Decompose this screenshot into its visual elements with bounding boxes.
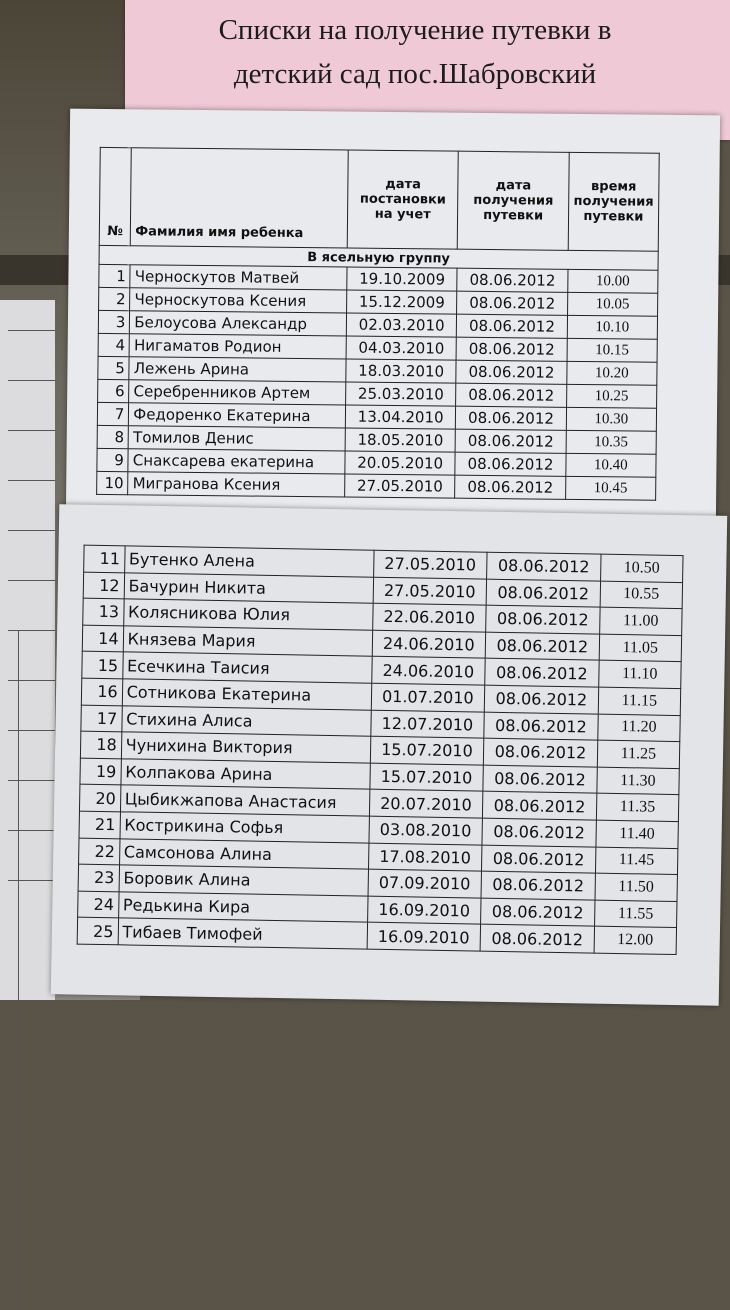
issue-date: 08.06.2012 xyxy=(483,765,597,794)
issue-date: 08.06.2012 xyxy=(482,845,596,874)
sheet-rule-line xyxy=(8,780,55,781)
header-num: № xyxy=(99,147,131,245)
sheet-rule-line xyxy=(8,830,55,831)
registration-date: 27.05.2010 xyxy=(373,577,487,606)
issue-date: 08.06.2012 xyxy=(455,475,566,499)
issue-time: 10.40 xyxy=(566,453,656,477)
child-name: Цыбикжапова Анастасия xyxy=(120,785,369,816)
issue-date: 08.06.2012 xyxy=(481,898,595,927)
registration-date: 16.09.2010 xyxy=(367,922,481,951)
list-sheet-1 xyxy=(66,109,720,526)
child-name: Федоренко Екатерина xyxy=(129,403,346,428)
registration-date: 22.06.2010 xyxy=(372,603,486,632)
child-name: Снаксарева екатерина xyxy=(128,449,345,474)
child-name: Тибаев Тимофей xyxy=(118,918,367,949)
header-date-issued: дата получения путевки xyxy=(458,151,569,250)
page-title xyxy=(165,8,665,96)
issue-date: 08.06.2012 xyxy=(483,738,597,767)
issue-time: 11.40 xyxy=(596,820,679,848)
row-number: 16 xyxy=(81,678,122,705)
registration-date: 15.12.2009 xyxy=(347,290,458,314)
row-number: 9 xyxy=(97,448,129,471)
issue-time: 11.45 xyxy=(595,847,678,875)
row-number: 11 xyxy=(84,545,125,572)
sheet-rule-line xyxy=(8,380,55,381)
row-number: 22 xyxy=(79,838,120,865)
row-number: 7 xyxy=(97,402,129,425)
issue-time: 10.05 xyxy=(567,292,657,316)
issue-time: 10.50 xyxy=(600,554,683,582)
row-number: 18 xyxy=(80,731,121,758)
row-number: 5 xyxy=(98,356,130,379)
registration-date: 17.08.2010 xyxy=(368,843,482,872)
child-name: Серебренников Артем xyxy=(129,380,346,405)
issue-date: 08.06.2012 xyxy=(481,871,595,900)
child-name: Кострикина Софья xyxy=(120,812,369,843)
sheet-rule-line xyxy=(8,630,55,631)
row-number: 10 xyxy=(97,471,129,494)
child-name: Колпакова Арина xyxy=(121,759,370,790)
sheet-rule-line xyxy=(8,330,55,331)
registration-date: 24.06.2010 xyxy=(372,630,486,659)
child-name: Черноскутов Матвей xyxy=(130,265,347,290)
issue-date: 08.06.2012 xyxy=(455,429,566,453)
issue-time: 11.05 xyxy=(599,634,682,662)
registration-date: 27.05.2010 xyxy=(373,550,487,579)
issue-time: 11.55 xyxy=(594,900,677,928)
issue-time: 10.20 xyxy=(567,361,657,385)
row-number: 21 xyxy=(79,811,120,838)
issue-date: 08.06.2012 xyxy=(487,552,601,581)
issue-time: 11.30 xyxy=(597,767,680,795)
registration-date: 19.10.2009 xyxy=(347,267,458,291)
registration-date: 25.03.2010 xyxy=(346,382,457,406)
children-table-part-1 xyxy=(96,147,660,501)
issue-date: 08.06.2012 xyxy=(456,406,567,430)
row-number: 6 xyxy=(98,379,130,402)
sheet-rule-line xyxy=(8,430,55,431)
registration-date: 16.09.2010 xyxy=(367,896,481,925)
issue-date: 08.06.2012 xyxy=(457,314,568,338)
issue-date: 08.06.2012 xyxy=(456,383,567,407)
row-number: 8 xyxy=(97,425,129,448)
issue-date: 08.06.2012 xyxy=(455,452,566,476)
child-name: Бутенко Алена xyxy=(124,546,373,577)
issue-date: 08.06.2012 xyxy=(482,818,596,847)
child-name: Редькина Кира xyxy=(118,892,367,923)
child-name: Томилов Денис xyxy=(128,426,345,451)
header-date-registered: дата постановки на учет xyxy=(347,150,458,249)
issue-time: 11.15 xyxy=(598,687,681,715)
issue-time: 11.10 xyxy=(598,661,681,689)
child-name: Лежень Арина xyxy=(129,357,346,382)
children-table-part-2 xyxy=(77,545,684,955)
row-number: 14 xyxy=(82,625,123,652)
sheet-rule-line xyxy=(8,580,55,581)
issue-date: 08.06.2012 xyxy=(456,360,567,384)
issue-time: 10.55 xyxy=(600,581,683,609)
child-name: Нигаматов Родион xyxy=(129,334,346,359)
child-name: Колясникова Юлия xyxy=(123,599,372,630)
issue-date: 08.06.2012 xyxy=(485,659,599,688)
issue-date: 08.06.2012 xyxy=(484,685,598,714)
issue-time: 12.00 xyxy=(594,926,677,954)
sheet-rule-line xyxy=(8,480,55,481)
row-number: 12 xyxy=(83,572,124,599)
child-name: Самсонова Алина xyxy=(119,838,368,869)
registration-date: 01.07.2010 xyxy=(371,683,485,712)
sheet-rule-line xyxy=(8,680,55,681)
child-name: Бачурин Никита xyxy=(124,572,373,603)
row-number: 19 xyxy=(80,758,121,785)
issue-time: 10.00 xyxy=(568,269,658,293)
registration-date: 12.07.2010 xyxy=(370,710,484,739)
row-number: 13 xyxy=(83,598,124,625)
issue-date: 08.06.2012 xyxy=(457,291,568,315)
row-number: 15 xyxy=(82,652,123,679)
registration-date: 15.07.2010 xyxy=(370,736,484,765)
child-name: Чунихина Виктория xyxy=(121,732,370,763)
issue-time: 11.00 xyxy=(599,607,682,635)
child-name: Сотникова Екатерина xyxy=(122,679,371,710)
child-name: Черноскутова Ксения xyxy=(130,288,347,313)
partial-left-sheet xyxy=(0,300,55,1000)
issue-time: 10.30 xyxy=(566,407,656,431)
issue-date: 08.06.2012 xyxy=(456,337,567,361)
child-name: Есечкина Таисия xyxy=(122,652,371,683)
sheet-rule-line xyxy=(8,880,55,881)
registration-date: 04.03.2010 xyxy=(346,336,457,360)
issue-date: 08.06.2012 xyxy=(480,924,594,953)
header-name: Фамилия имя ребенка xyxy=(131,148,349,248)
issue-date: 08.06.2012 xyxy=(484,712,598,741)
title-line-1: Списки на получение путевки в xyxy=(218,14,612,46)
issue-time: 10.10 xyxy=(567,315,657,339)
issue-time: 11.25 xyxy=(597,740,680,768)
row-number: 1 xyxy=(99,264,131,287)
row-number: 20 xyxy=(79,784,120,811)
issue-time: 11.35 xyxy=(596,793,679,821)
issue-time: 11.20 xyxy=(597,714,680,742)
registration-date: 15.07.2010 xyxy=(369,763,483,792)
registration-date: 13.04.2010 xyxy=(345,405,456,429)
issue-time: 10.35 xyxy=(566,430,656,454)
row-number: 3 xyxy=(98,310,130,333)
issue-time: 11.50 xyxy=(595,873,678,901)
issue-date: 08.06.2012 xyxy=(486,605,600,634)
child-name: Князева Мария xyxy=(123,626,372,657)
child-name: Стихина Алиса xyxy=(121,705,370,736)
table-header-row xyxy=(99,147,659,251)
row-number: 4 xyxy=(98,333,130,356)
registration-date: 02.03.2010 xyxy=(346,313,457,337)
registration-date: 24.06.2010 xyxy=(371,657,485,686)
registration-date: 18.03.2010 xyxy=(346,359,457,383)
child-name: Мигранова Ксения xyxy=(128,472,345,497)
child-name: Боровик Алина xyxy=(119,865,368,896)
registration-date: 03.08.2010 xyxy=(369,816,483,845)
row-number: 25 xyxy=(77,917,118,944)
table-row xyxy=(97,471,656,500)
issue-date: 08.06.2012 xyxy=(483,791,597,820)
issue-date: 08.06.2012 xyxy=(457,268,568,292)
registration-date: 07.09.2010 xyxy=(368,869,482,898)
list-sheet-2 xyxy=(51,504,727,1006)
row-number: 17 xyxy=(81,705,122,732)
sheet-rule-line xyxy=(8,530,55,531)
issue-time: 10.45 xyxy=(565,476,655,500)
registration-date: 20.05.2010 xyxy=(345,451,456,475)
child-name: Белоусова Александр xyxy=(130,311,347,336)
row-number: 23 xyxy=(78,864,119,891)
title-line-2: детский сад пос.Шабровский xyxy=(233,58,597,90)
group-label: В ясельную группу xyxy=(99,245,658,270)
row-number: 2 xyxy=(99,287,131,310)
issue-date: 08.06.2012 xyxy=(485,632,599,661)
issue-time: 10.15 xyxy=(567,338,657,362)
registration-date: 20.07.2010 xyxy=(369,790,483,819)
registration-date: 18.05.2010 xyxy=(345,428,456,452)
sheet-rule-line xyxy=(8,730,55,731)
issue-date: 08.06.2012 xyxy=(486,579,600,608)
header-time: время получения путевки xyxy=(568,152,659,251)
row-number: 24 xyxy=(78,891,119,918)
registration-date: 27.05.2010 xyxy=(345,474,456,498)
issue-time: 10.25 xyxy=(566,384,656,408)
